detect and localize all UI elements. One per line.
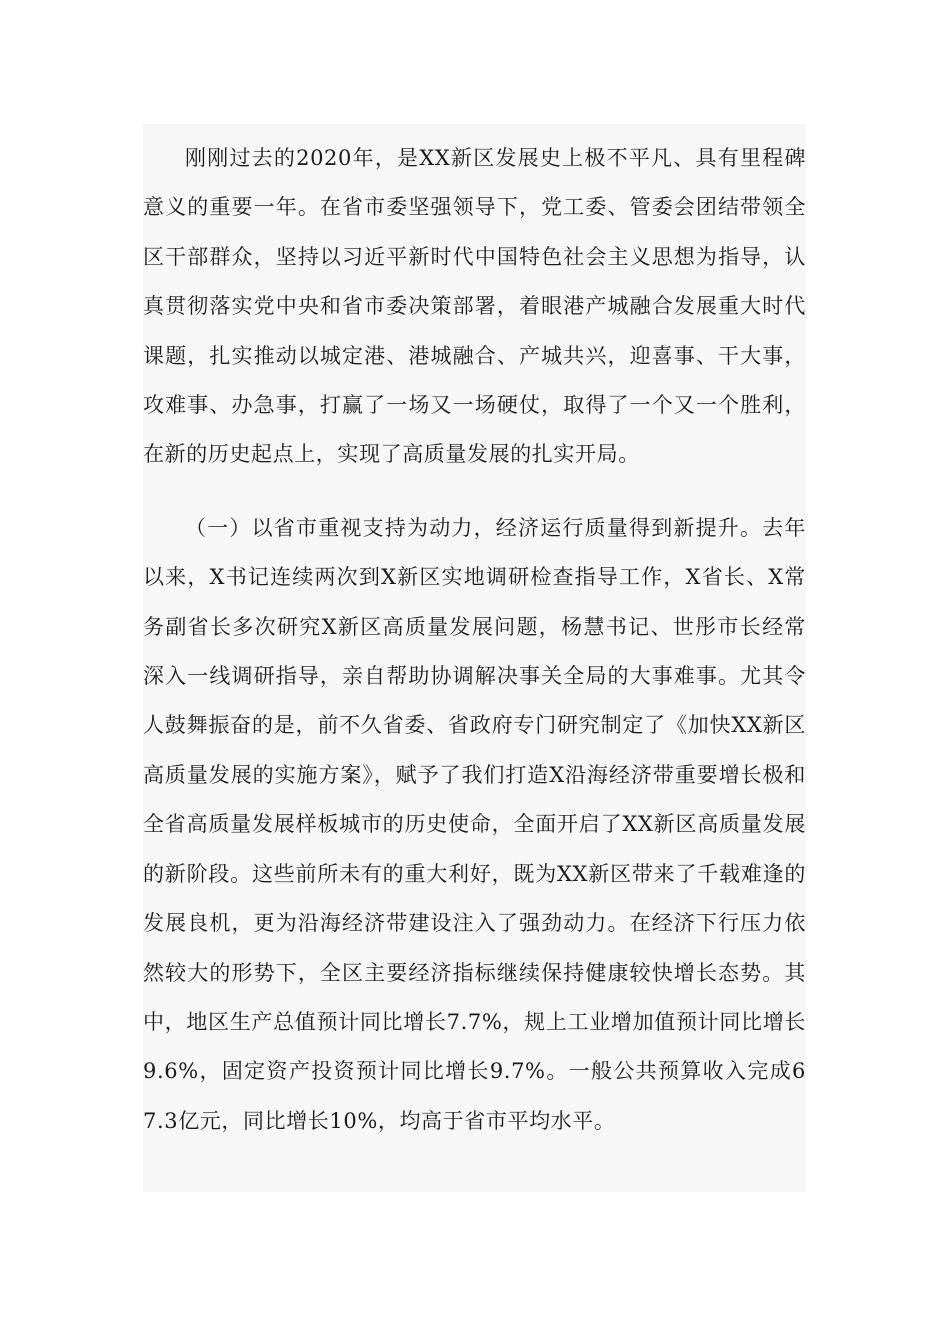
paragraph-section-1: （一）以省市重视支持为动力，经济运行质量得到新提升。去年以来，X书记连续两次到X新区实地调研检查指导工作，X省长、X常务副省长多次研究X新区高质量发展问题，杨慧书记、世彤市长经常深入一线调研指导，亲自帮助协调解决事关全局的大事难事。尤其令人鼓舞振奋的是，前不久省委、省政府专门研究制定了《加快XX新区高质量发展的实施方案》，赋予了我们打造X沿海经济带重要增长极和全省高质量发展样板城市的历史使命，全面开启了XX新区高质量发展的新阶段。这些前所未有的重大利好，既为XX新区带来了千载难逢的发展良机，更为沿海经济带建设注入了强劲动力。在经济下行压力依然较大的形势下，全区主要经济指标继续保持健康较快增长态势。其中，地区生产总值预计同比增长7.7%，规上工业增加值预计同比增长9.6%，固定资产投资预计同比增长9.7%。一般公共预算收入完成67.3亿元，同比增长10%，均高于省市平均水平。 xyxy=(143,515,806,1133)
text-block xyxy=(143,124,806,1192)
paragraph-intro: 刚刚过去的2020年，是XX新区发展史上极不平凡、具有里程碑意义的重要一年。在省市委坚强领导下，党工委、管委会团结带领全区干部群众，坚持以习近平新时代中国特色社会主义思想为指导，认真贯彻落实党中央和省市委决策部署，着眼港产城融合发展重大时代课题，扎实推动以城定港、港城融合、产城共兴，迎喜事、干大事，攻难事、办急事，打赢了一场又一场硬仗，取得了一个又一个胜利，在新的历史起点上，实现了高质量发展的扎实开局。 xyxy=(143,146,806,467)
